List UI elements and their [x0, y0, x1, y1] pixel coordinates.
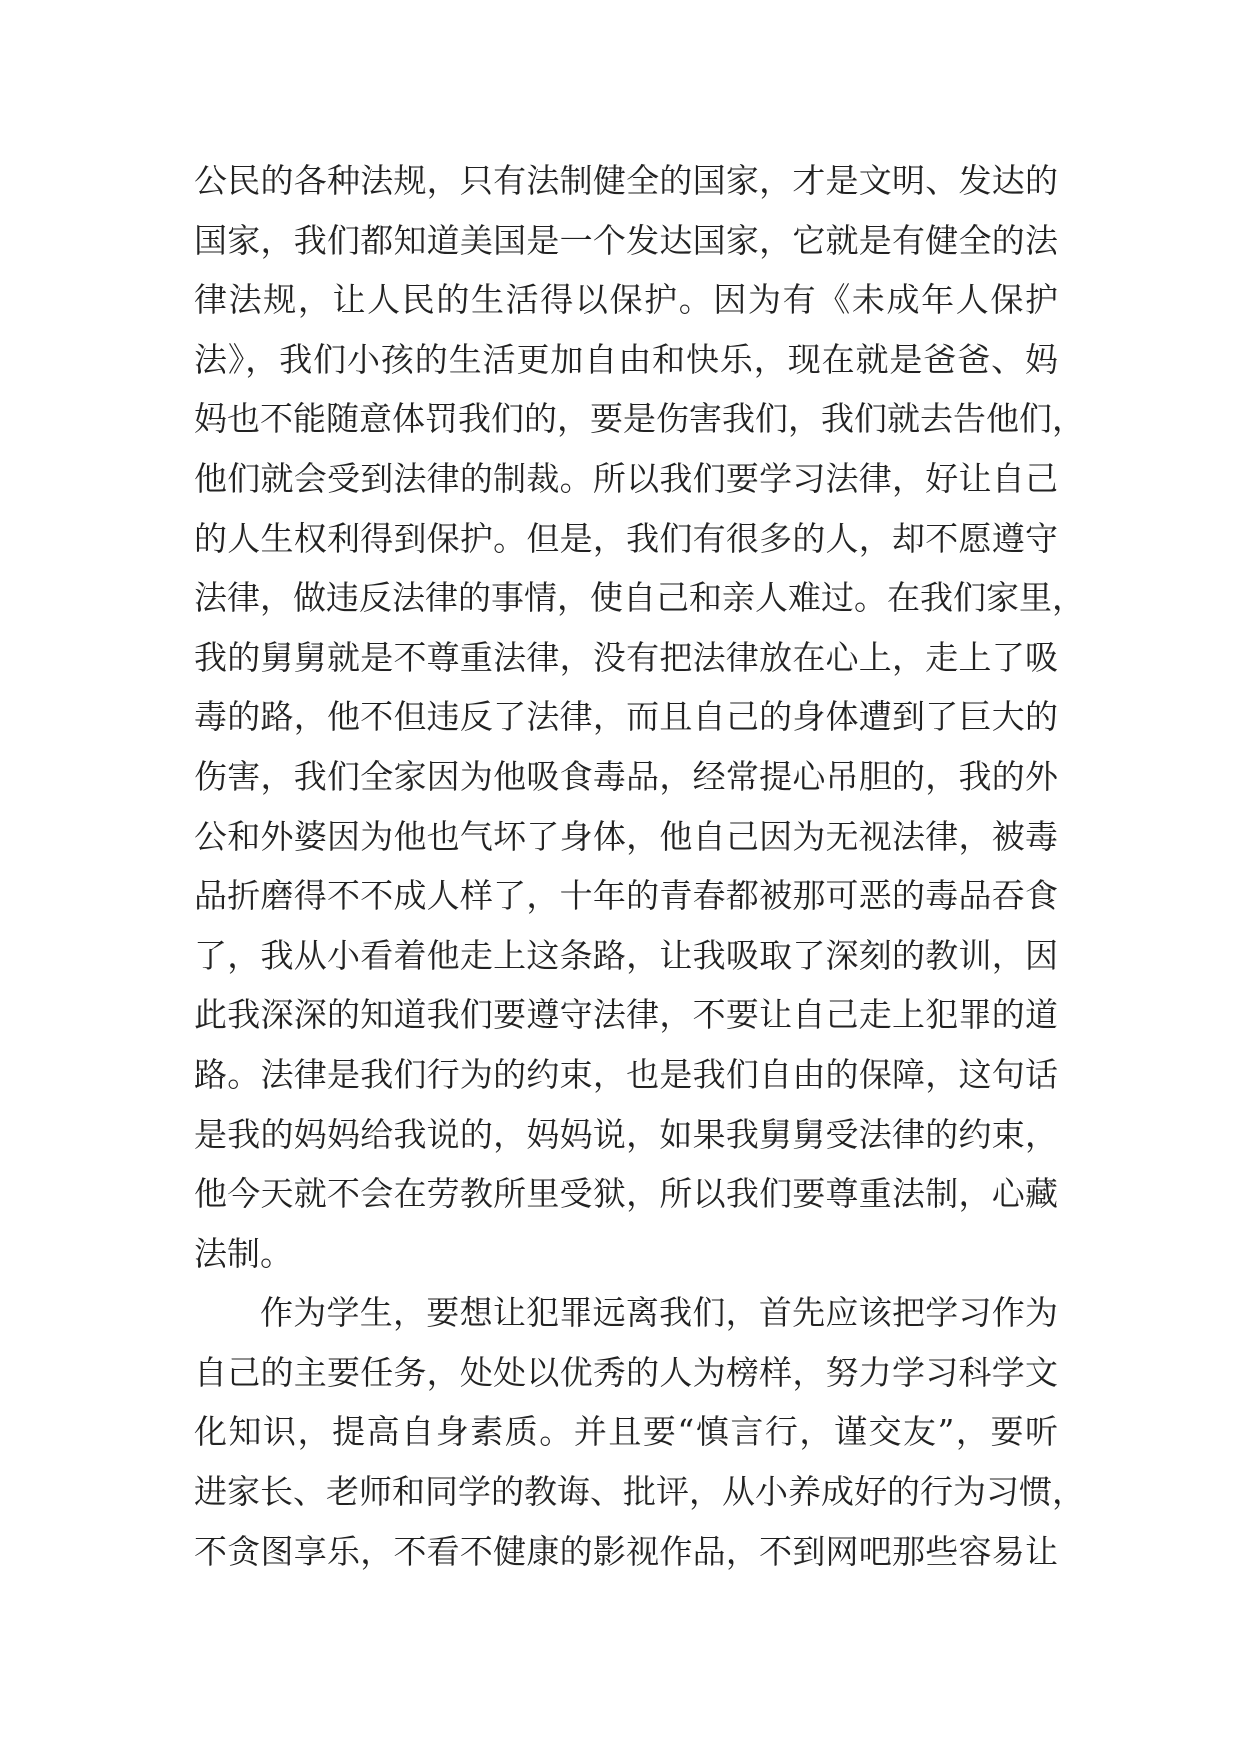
text-line: 法律，做违反法律的事情，使自己和亲人难过。在我们家里，	[194, 578, 1085, 618]
text-line: 他们就会受到法律的制裁。所以我们要学习法律，好让自己	[194, 458, 1058, 498]
text-line: 作为学生，要想让犯罪远离我们，首先应该把学习作为	[260, 1293, 1058, 1333]
text-line: 律法规，让人民的生活得以保护。因为有《未成年人保护	[194, 280, 1058, 320]
text-line: 了，我从小看着他走上这条路，让我吸取了深刻的教训，因	[194, 935, 1058, 975]
text-line: 法制。	[194, 1233, 293, 1273]
text-line: 是我的妈妈给我说的，妈妈说，如果我舅舅受法律的约束，	[194, 1114, 1058, 1154]
text-line: 此我深深的知道我们要遵守法律，不要让自己走上犯罪的道	[194, 995, 1058, 1035]
text-line: 自己的主要任务，处处以优秀的人为榜样，努力学习科学文	[194, 1352, 1058, 1392]
text-line: 公民的各种法规，只有法制健全的国家，才是文明、发达的	[194, 161, 1058, 200]
text-line: 伤害，我们全家因为他吸食毒品，经常提心吊胆的，我的外	[194, 756, 1058, 796]
text-line: 法》，我们小孩的生活更加自由和快乐，现在就是爸爸、妈	[194, 339, 1058, 379]
text-line: 公和外婆因为他也气坏了身体，他自己因为无视法律，被毒	[194, 816, 1058, 856]
text-line: 路。法律是我们行为的约束，也是我们自由的保障，这句话	[194, 1054, 1058, 1094]
text-line: 化知识，提高自身素质。并且要“慎言行，谨交友”，要听	[194, 1412, 1058, 1452]
text-line: 我的舅舅就是不尊重法律，没有把法律放在心上，走上了吸	[194, 637, 1058, 677]
text-line: 不贪图享乐，不看不健康的影视作品，不到网吧那些容易让	[194, 1531, 1058, 1571]
document-body	[194, 151, 1085, 1581]
text-line: 毒的路，他不但违反了法律，而且自己的身体遭到了巨大的	[194, 697, 1058, 737]
paragraph-2	[194, 1283, 1085, 1581]
text-line: 他今天就不会在劳教所里受狱，所以我们要尊重法制，心藏	[194, 1174, 1058, 1214]
text-line: 国家，我们都知道美国是一个发达国家，它就是有健全的法	[194, 220, 1058, 260]
text-line: 进家长、老师和同学的教诲、批评，从小养成好的行为习惯，	[194, 1472, 1085, 1512]
text-line: 品折磨得不不成人样了，十年的青春都被那可恶的毒品吞食	[194, 876, 1058, 916]
text-line: 的人生权利得到保护。但是，我们有很多的人，却不愿遵守	[194, 518, 1058, 558]
text-line: 妈也不能随意体罚我们的，要是伤害我们，我们就去告他们，	[194, 399, 1085, 439]
paragraph-1	[194, 151, 1085, 1283]
